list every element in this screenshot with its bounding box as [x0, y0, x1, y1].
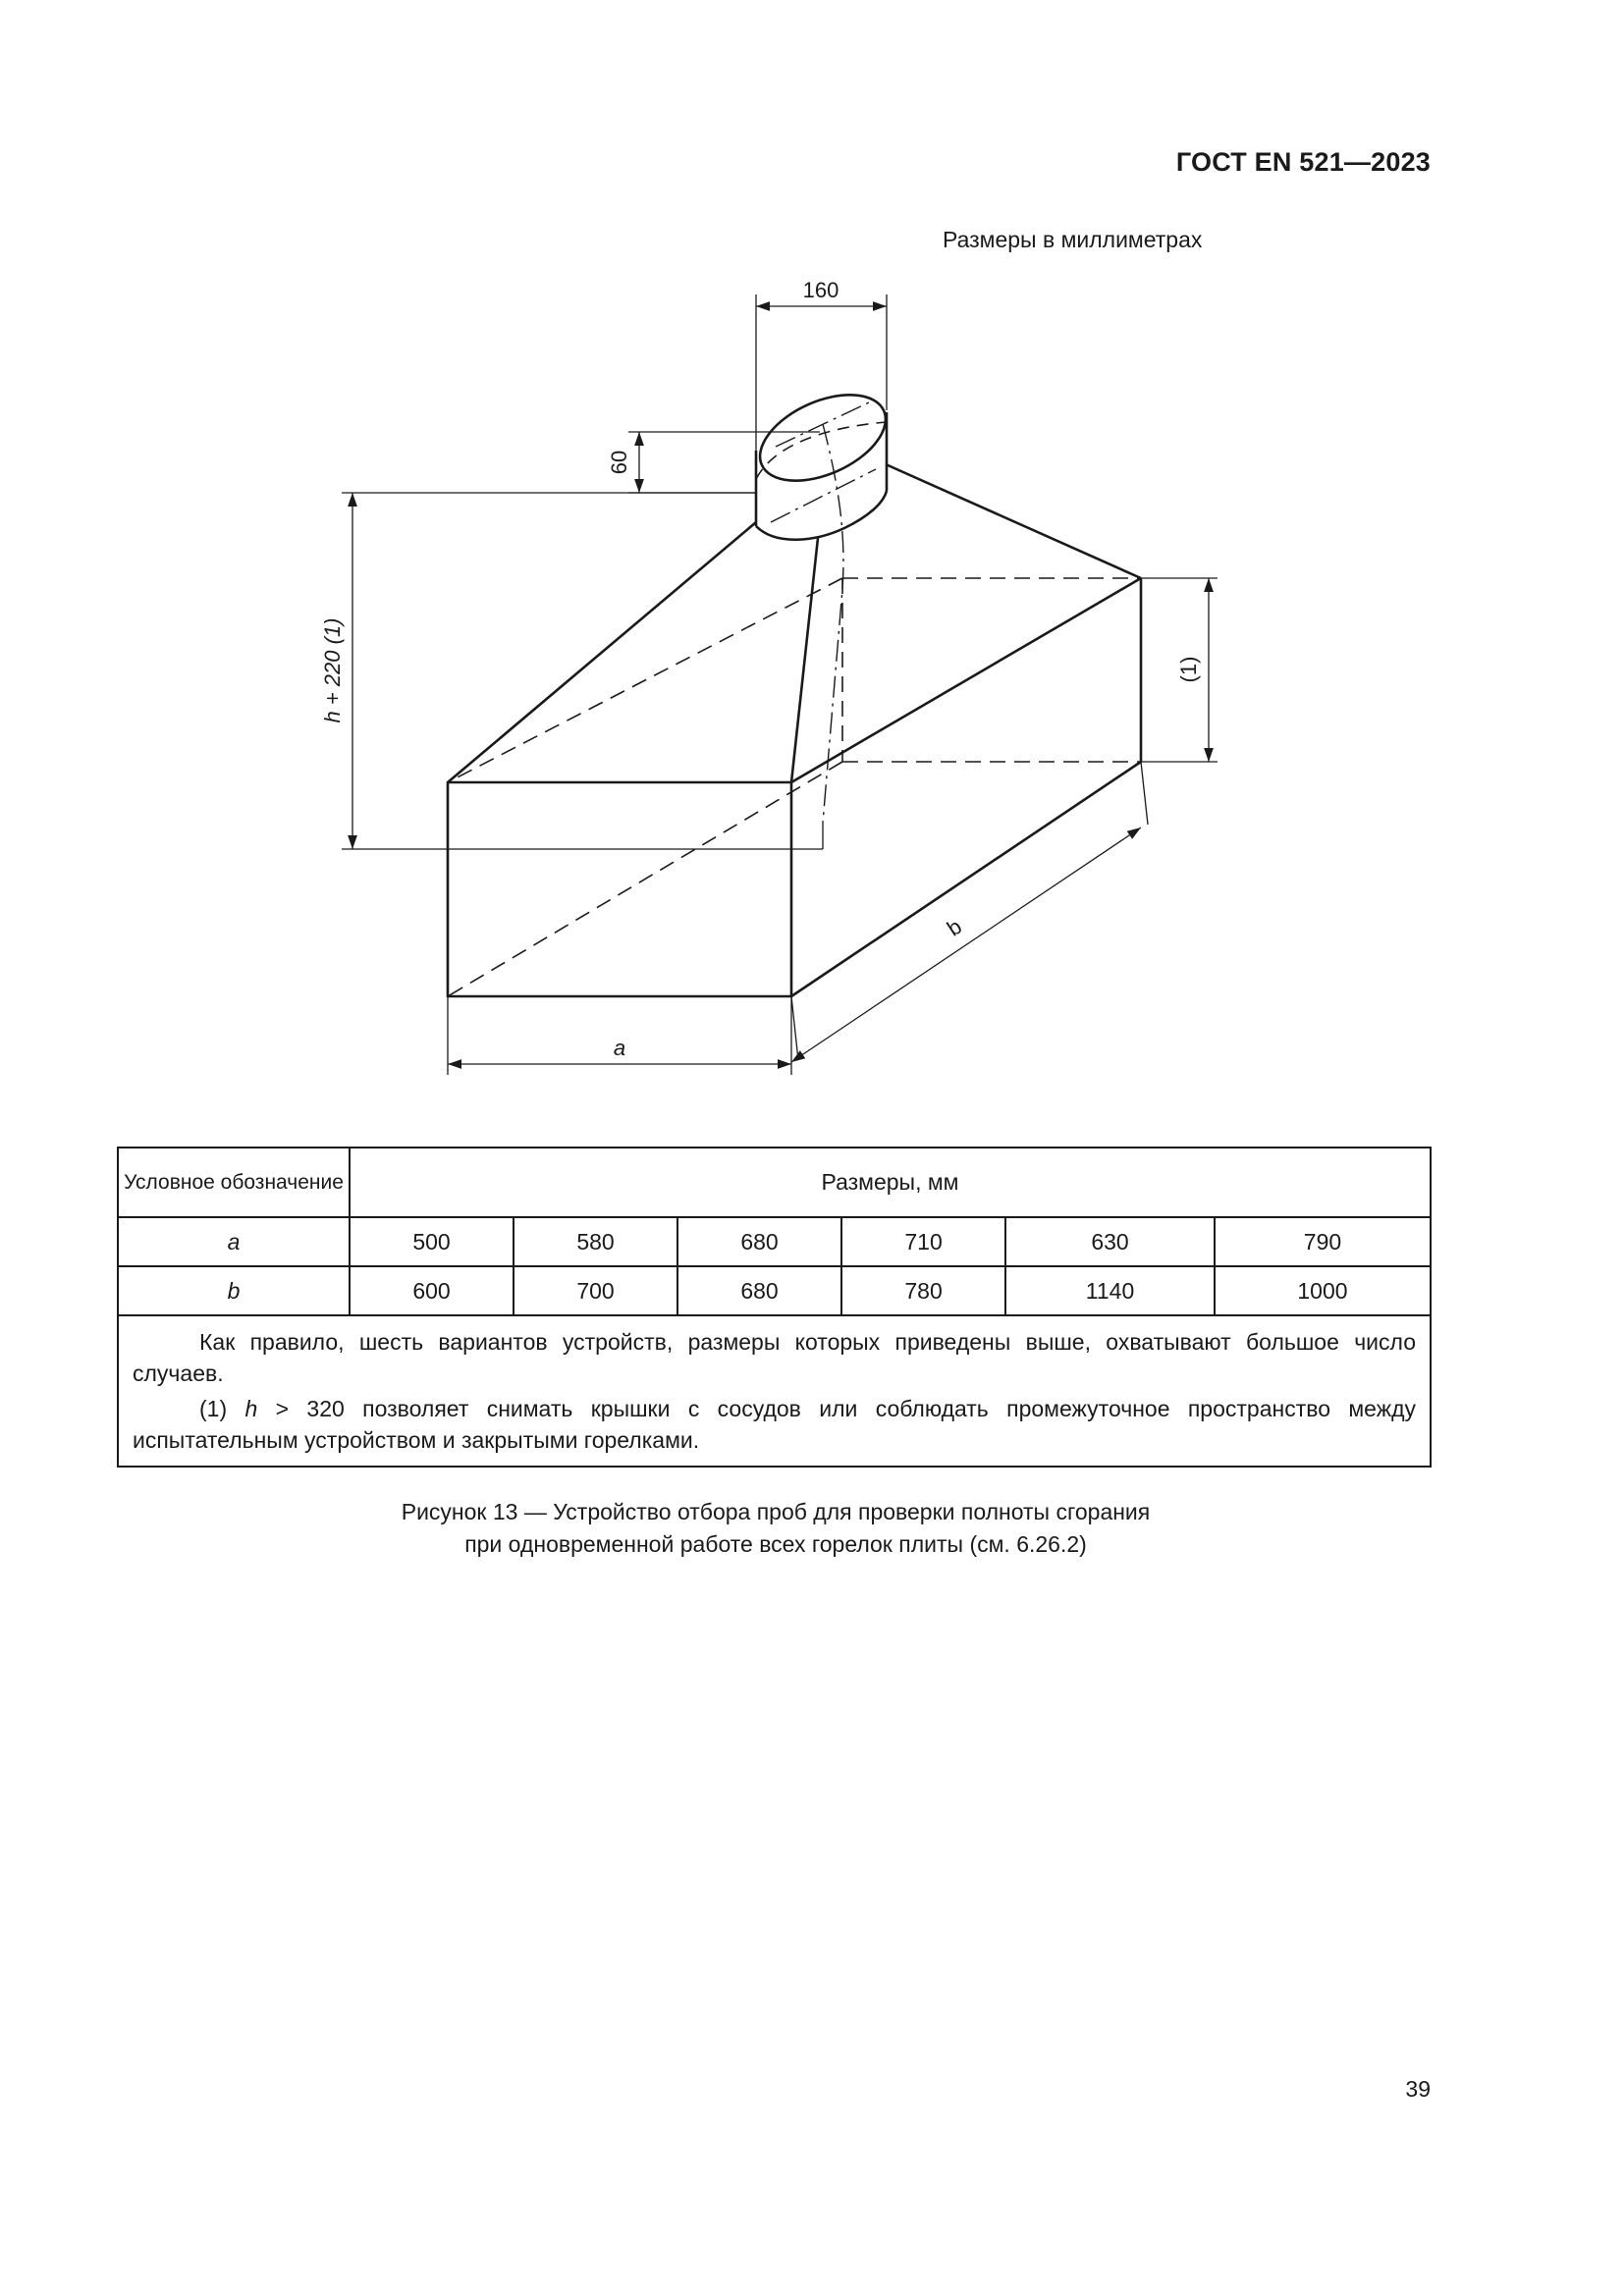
- table-row: [118, 1217, 1431, 1266]
- dim-h-plus-220-label: h + 220 (1): [320, 617, 345, 723]
- table-notes: [118, 1315, 1431, 1467]
- hidden-edges: [448, 578, 1141, 996]
- table-row: [118, 1266, 1431, 1315]
- visible-edges: [448, 378, 1141, 996]
- dim-160-label: 160: [802, 278, 839, 302]
- dimension-lines: [342, 294, 1218, 1075]
- table-cell: 600: [350, 1266, 514, 1315]
- standard-designation: ГОСТ EN 521—2023: [1175, 147, 1431, 177]
- center-line: [771, 402, 876, 823]
- table-cell: 710: [841, 1217, 1005, 1266]
- note-general: Как правило, шесть вариантов устройств, размеры которых приведены выше, охватывают большое число случаев.: [133, 1329, 1416, 1386]
- table-cell: 680: [677, 1266, 841, 1315]
- caption-line-1: Рисунок 13 — Устройство отбора проб для проверки полноты сгорания: [401, 1499, 1151, 1524]
- figure-caption: [0, 1496, 1551, 1561]
- dim-right-label: (1): [1176, 656, 1201, 683]
- table-cell: 630: [1005, 1217, 1215, 1266]
- header-designation: Условное обозначение: [118, 1148, 350, 1217]
- sampling-device-drawing: [0, 0, 1624, 1109]
- table-cell: 780: [841, 1266, 1005, 1315]
- table-cell: 680: [677, 1217, 841, 1266]
- table-cell: 500: [350, 1217, 514, 1266]
- page-number: 39: [1405, 2076, 1431, 2102]
- note-footnote-1: (1) h > 320 позволяет снимать крышки с сосудов или соблюдать промежуточное пространство между испытательным устройством и закрытыми горелками.: [133, 1396, 1416, 1453]
- table-cell: 1000: [1215, 1266, 1431, 1315]
- table-cell: 580: [514, 1217, 677, 1266]
- table-cell: 700: [514, 1266, 677, 1315]
- dimensions-table: [117, 1147, 1432, 1468]
- dim-a-label: a: [613, 1036, 626, 1060]
- dim-60-label: 60: [607, 450, 631, 475]
- dim-b-label: b: [942, 913, 966, 941]
- header-dimensions: Размеры, мм: [350, 1148, 1431, 1217]
- row-symbol: b: [118, 1266, 350, 1315]
- table-cell: 790: [1215, 1217, 1431, 1266]
- units-note: Размеры в миллиметрах: [943, 227, 1203, 252]
- caption-line-2: при одновременной работе всех горелок плиты (см. 6.26.2): [464, 1531, 1087, 1557]
- table-cell: 1140: [1005, 1266, 1215, 1315]
- row-symbol: a: [118, 1217, 350, 1266]
